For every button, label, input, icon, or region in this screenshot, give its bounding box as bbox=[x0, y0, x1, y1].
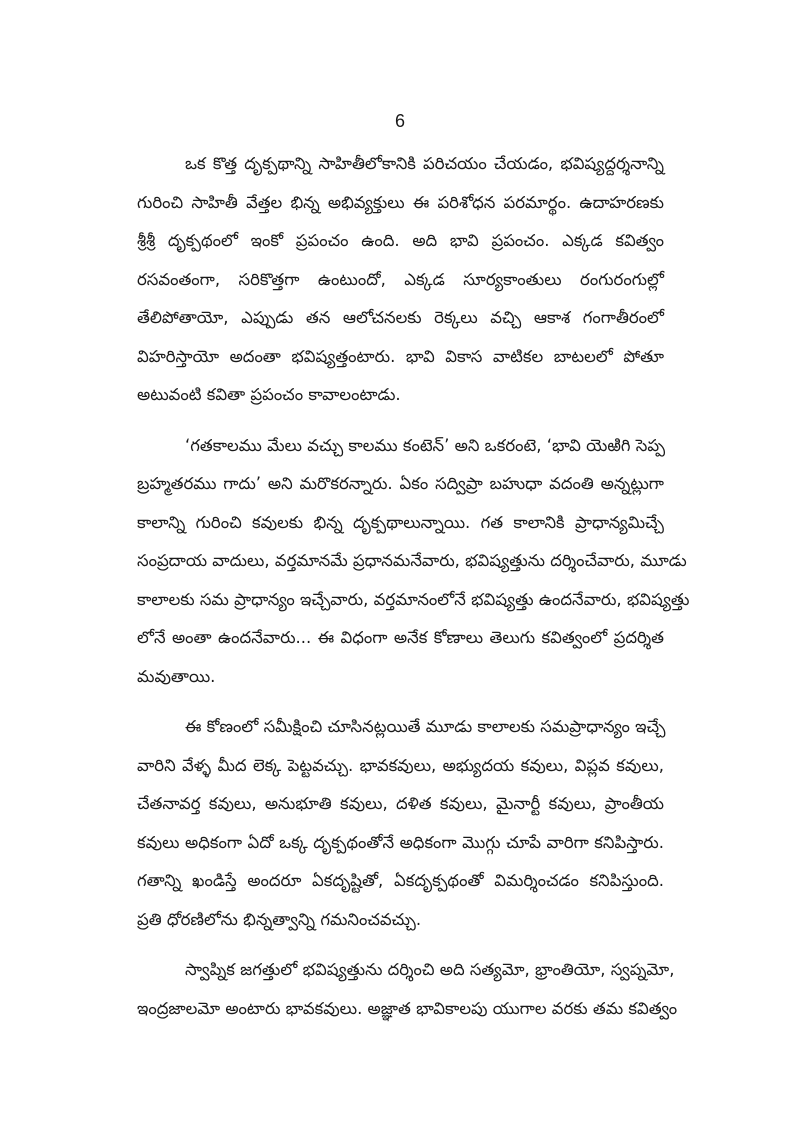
text-line: వారిని వేళ్ళ మీద లెక్క పెట్టవచ్చు. భావకవులు, అభ్యుదయ కవులు, విప్లవ కవులు, bbox=[137, 755, 664, 775]
text-line: స్వాప్నిక జగత్తులో భవిష్యత్తును దర్శించి అది సత్యమో, భ్రాంతియో, స్వప్నమో, bbox=[185, 960, 675, 979]
paragraph-1 bbox=[137, 145, 664, 415]
text-line: మవుతాయి. bbox=[137, 666, 216, 686]
text-line: ‘గతకాలము మేలు వచ్చు కాలము కంటెన్’ అని ఒకరంటె, ‘భావి యెఱిగి సెప్ప bbox=[185, 435, 666, 455]
paragraph-2 bbox=[137, 427, 690, 697]
text-line: కాలాలకు సమ ప్రాధాన్యం ఇచ్చేవారు, వర్తమానంలోనే భవిష్యత్తు ఉందనేవారు, భవిష్యత్తు bbox=[137, 589, 690, 609]
text-line: చేతనావర్త కవులు, అనుభూతి కవులు, దళిత కవులు, మైనార్టీ కవులు, ప్రాంతీయ bbox=[137, 794, 664, 813]
text-line: సంప్రదాయ వాదులు, వర్తమానమే ప్రధానమనేవారు, భవిష్యత్తును దర్శించేవారు, మూడు bbox=[137, 551, 687, 570]
text-line: రసవంతంగా, సరికొత్తగా ఉంటుందో, ఎక్కడ సూర్యకాంతులు రంగురంగుల్లో bbox=[137, 269, 664, 289]
text-line: లోనే అంతా ఉందనేవారు... ఈ విధంగా అనేక కోణాలు తెలుగు కవిత్వంలో ప్రదర్శిత bbox=[137, 628, 664, 647]
text-line: కవులు అధికంగా ఏదో ఒక్క దృక్పథంతోనే అధికంగా మొగ్గు చూపే వారిగా కనిపిస్తారు. bbox=[137, 832, 664, 852]
text-line: ప్రతి ధోరణిలోను భిన్నత్వాన్ని గమనించవచ్చు. bbox=[137, 909, 422, 929]
text-line: బ్రహ్మతరము గాదు’ అని మరొకరన్నారు. ఏకం సద్విప్రా బహుధా వదంతి అన్నట్లుగా bbox=[137, 474, 664, 493]
text-line: శ్రీశ్రీ దృక్పథంలో ఇంకో ప్రపంచం ఉంది. అది భావి ప్రపంచం. ఎక్కడ కవిత్వం bbox=[137, 231, 664, 250]
page-number: 6 bbox=[394, 111, 405, 131]
text-line: కాలాన్ని గురించి కవులకు భిన్న దృక్పథాలున్నాయి. గత కాలానికి ప్రాధాన్యమిచ్చే bbox=[137, 512, 664, 532]
text-line: ఒక కొత్త దృక్పథాన్ని సాహితీలోకానికి పరిచయం చేయడం, భవిష్యద్దర్శనాన్ని bbox=[185, 154, 664, 173]
text-line: ఈ కోణంలో సమీక్షించి చూసినట్లయితే మూడు కాలాలకు సమప్రాధాన్యం ఇచ్చే bbox=[185, 717, 666, 736]
text-line: అటువంటి కవితా ప్రపంచం కావాలంటాడు. bbox=[137, 385, 401, 404]
paragraph-3 bbox=[137, 708, 664, 939]
text-line: గురించి సాహితీ వేత్తల భిన్న అభివ్యక్తులు ఈ పరిశోధన పరమార్థం. ఉదాహరణకు bbox=[137, 192, 664, 212]
text-line: విహరిస్తాయో అదంతా భవిష్యత్తంటారు. భావి వికాస వాటికల బాటలలో పోతూ bbox=[137, 346, 664, 366]
body-text bbox=[137, 145, 690, 1040]
paragraph-4 bbox=[137, 951, 678, 1028]
text-line: గతాన్ని ఖండిస్తే అందరూ ఏకదృష్టితో, ఏకదృక్పథంతో విమర్శించడం కనిపిస్తుంది. bbox=[137, 871, 664, 890]
text-line: తేలిపోతాయో, ఎప్పుడు తన ఆలోచనలకు రెక్కలు వచ్చి ఆకాశ గంగాతీరంలో bbox=[137, 308, 664, 327]
text-line: ఇంద్రజాలమో అంటారు భావకవులు. అజ్ఞాత భావికాలపు యుగాల వరకు తమ కవిత్వం bbox=[137, 998, 678, 1018]
